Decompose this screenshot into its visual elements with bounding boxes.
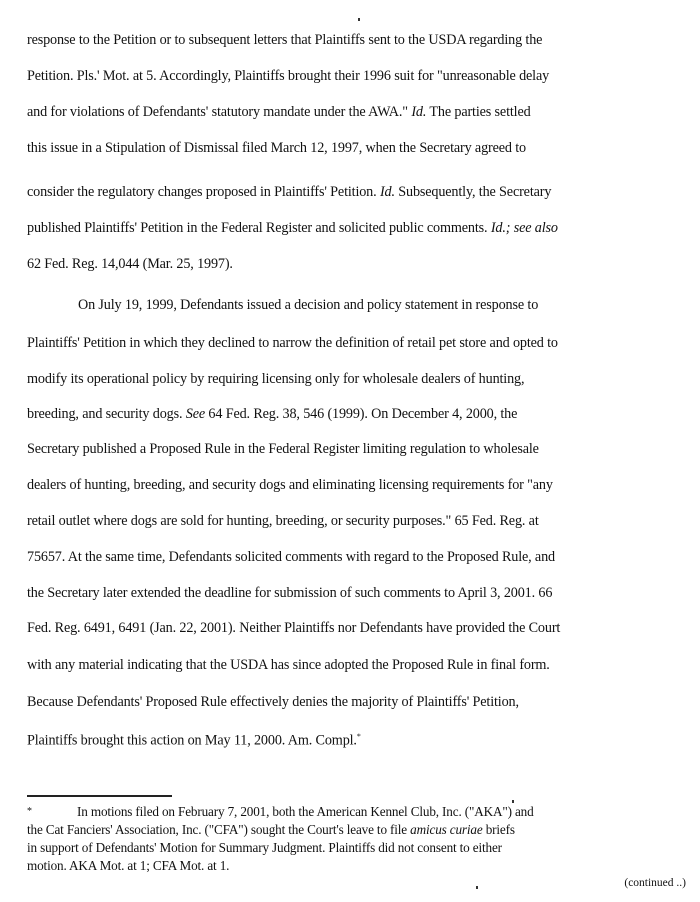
footnote-line-2-tail: briefs	[482, 822, 515, 837]
body-line-19: Because Defendants' Proposed Rule effectively denies the majority of Plaintiffs' Petition,	[27, 694, 519, 710]
body-line-16: the Secretary later extended the deadline for submission of such comments to April 3, 2001. 66	[27, 585, 553, 601]
continued-marker: (continued ..)	[624, 877, 686, 889]
footnote-separator	[27, 795, 172, 797]
body-line-6	[27, 219, 558, 237]
body-line-3	[27, 103, 531, 121]
body-line-11	[27, 405, 517, 423]
body-line-20-text: Plaintiffs brought this action on May 11, 2000. Am. Compl.	[27, 732, 357, 749]
footnote-line-2-text: the Cat Fanciers' Association, Inc. ("CFA") sought the Court's leave to file	[27, 822, 411, 837]
body-line-1: response to the Petition or to subsequent letters that Plaintiffs sent to the USDA regarding the	[27, 32, 543, 48]
body-line-10: modify its operational policy by requiring licensing only for wholesale dealers of hunting,	[27, 371, 525, 387]
body-line-20	[27, 728, 361, 750]
body-line-8: On July 19, 1999, Defendants issued a decision and policy statement in response to	[78, 297, 539, 313]
footnote-line-3: in support of Defendants' Motion for Summary Judgment. Plaintiffs did not consent to either	[27, 840, 502, 855]
body-line-11-text: breeding, and security dogs.	[27, 406, 183, 422]
body-line-14: retail outlet where dogs are sold for hunting, breeding, or security purposes." 65 Fed. Reg. at	[27, 513, 539, 529]
footnote-line-1	[27, 803, 534, 821]
footnote-marker: *	[27, 806, 32, 817]
body-line-11-tail: 64 Fed. Reg. 38, 546 (1999). On December 4, 2000, the	[205, 406, 518, 422]
body-line-6-text: published Plaintiffs' Petition in the Federal Register and solicited public comments.	[27, 220, 488, 236]
body-line-12: Secretary published a Proposed Rule in the Federal Register limiting regulation to wholesale	[27, 441, 539, 457]
body-line-5	[27, 183, 551, 201]
citation-see-also: ; see also	[505, 220, 558, 236]
citation-id: Id.	[490, 220, 506, 236]
footnote-line-2	[27, 821, 515, 839]
body-line-2: Petition. Pls.' Mot. at 5. Accordingly, Plaintiffs brought their 1996 suit for "unreasonable delay	[27, 68, 550, 84]
footnote-italic-term: amicus curiae	[410, 822, 483, 837]
citation-id: Id.	[411, 104, 427, 120]
body-line-3-text: and for violations of Defendants' statutory mandate under the AWA."	[27, 104, 408, 120]
body-line-5-tail: Subsequently, the Secretary	[394, 184, 552, 200]
body-line-4: this issue in a Stipulation of Dismissal filed March 12, 1997, when the Secretary agreed to	[27, 140, 526, 156]
citation-id: Id.	[379, 184, 395, 200]
body-line-18: with any material indicating that the USDA has since adopted the Proposed Rule in final form.	[27, 657, 550, 673]
body-line-17: Fed. Reg. 6491, 6491 (Jan. 22, 2001). Neither Plaintiffs nor Defendants have provided the Court	[27, 620, 561, 636]
body-line-13: dealers of hunting, breeding, and security dogs and eliminating licensing requirements for "any	[27, 477, 553, 493]
citation-see: See	[185, 406, 206, 422]
footnote-line-4: motion. AKA Mot. at 1; CFA Mot. at 1.	[27, 858, 230, 873]
body-line-5-text: consider the regulatory changes proposed in Plaintiffs' Petition.	[27, 184, 377, 200]
scan-speck	[358, 18, 360, 21]
body-line-3-tail: The parties settled	[426, 104, 531, 120]
footnote-line-1-text: In motions filed on February 7, 2001, both the American Kennel Club, Inc. ("AKA") and	[77, 804, 534, 819]
body-line-7: 62 Fed. Reg. 14,044 (Mar. 25, 1997).	[27, 256, 233, 272]
scan-speck	[476, 886, 478, 889]
body-line-9: Plaintiffs' Petition in which they declined to narrow the definition of retail pet store and opted to	[27, 335, 558, 351]
body-line-15: 75657. At the same time, Defendants solicited comments with regard to the Proposed Rule, and	[27, 549, 555, 565]
footnote-reference: *	[356, 732, 361, 741]
